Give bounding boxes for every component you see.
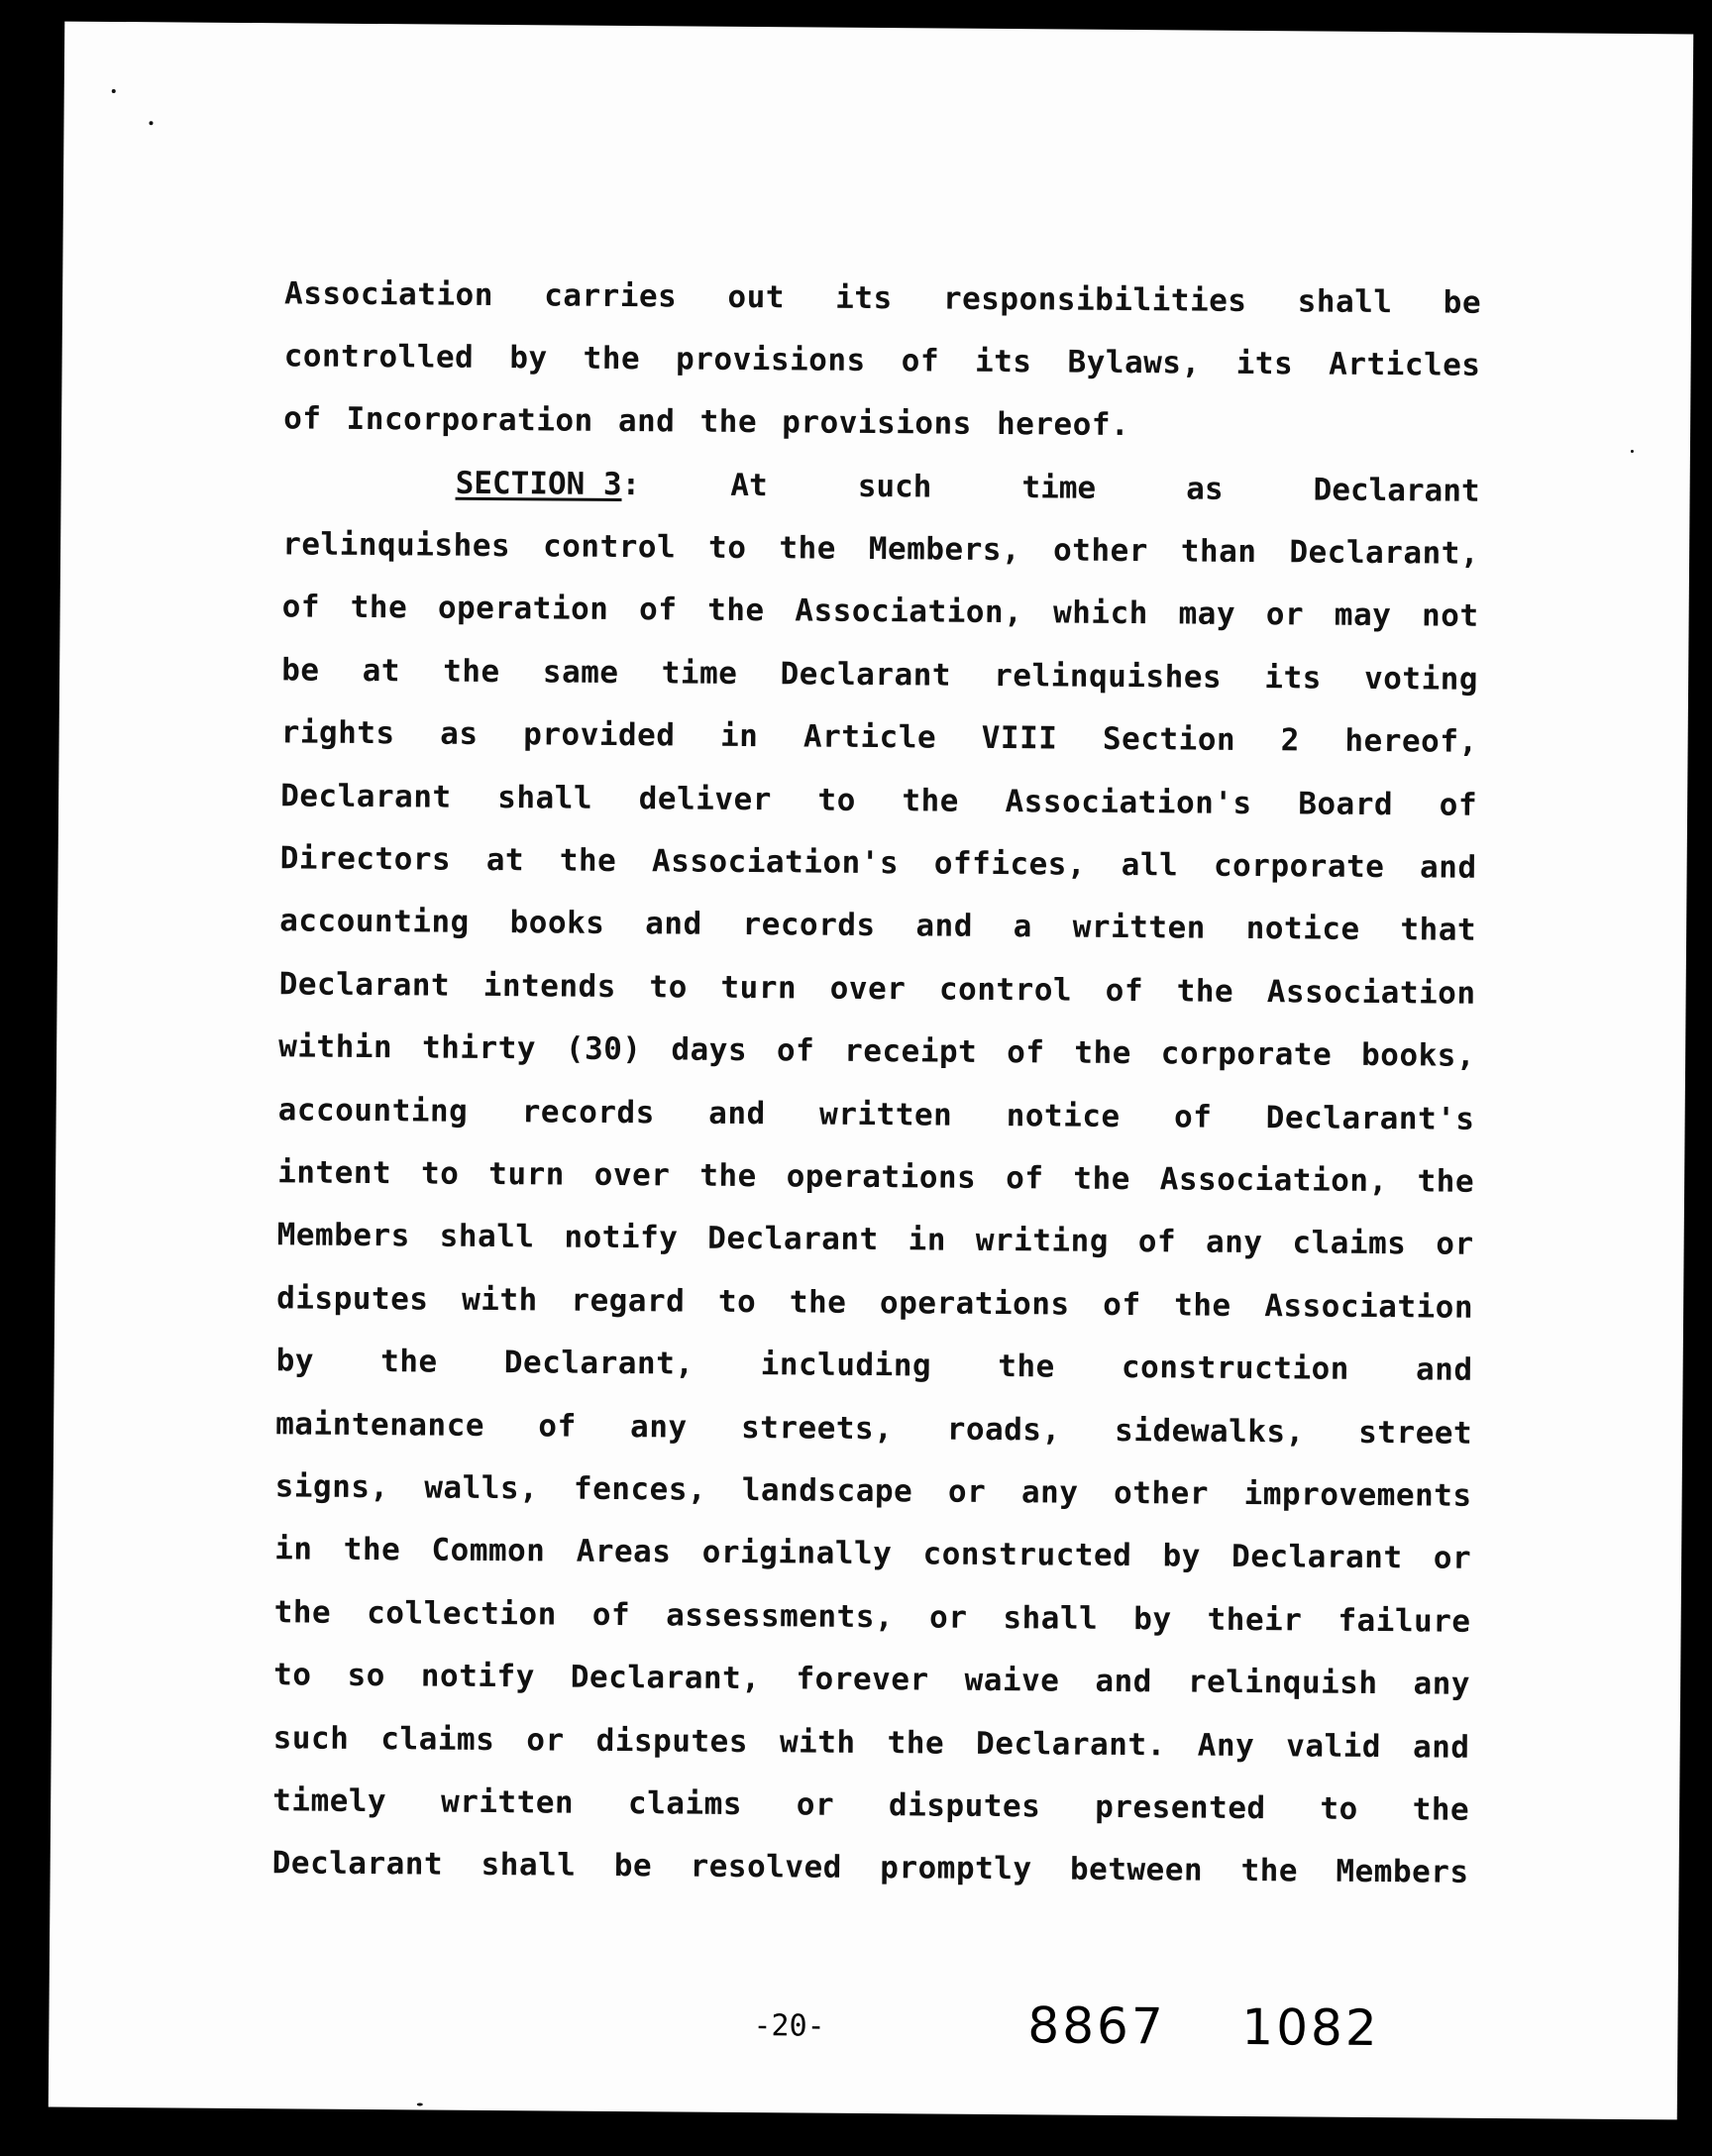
- word: Declarant: [1230, 1538, 1403, 1576]
- heading-word: At: [730, 467, 768, 504]
- text-line: [272, 1780, 1469, 1829]
- word: hereof,: [1344, 722, 1478, 760]
- word: and: [1419, 849, 1477, 886]
- word: intent: [277, 1154, 392, 1192]
- page-reference: 1082: [1241, 1997, 1380, 2058]
- word: Section: [1102, 720, 1236, 758]
- text-line: [274, 1529, 1471, 1577]
- word: days: [671, 1031, 748, 1069]
- word: records: [521, 1094, 655, 1132]
- word: streets,: [740, 1409, 894, 1448]
- word: be: [281, 652, 320, 689]
- text-line: [274, 1592, 1471, 1641]
- word: corporate: [1213, 847, 1385, 886]
- word: which: [1052, 594, 1149, 632]
- word: Association's: [1005, 784, 1252, 822]
- word: Declarant: [780, 656, 952, 694]
- word: control: [542, 528, 677, 566]
- word: or: [1433, 1540, 1472, 1576]
- word: to: [273, 1657, 312, 1693]
- word: of: [1439, 787, 1478, 823]
- word: provisions: [675, 341, 866, 378]
- text-line: [273, 1718, 1470, 1767]
- word: to: [649, 969, 688, 1006]
- word: offices,: [933, 845, 1087, 883]
- word: corporate: [1160, 1035, 1333, 1073]
- word: Any: [1197, 1727, 1255, 1765]
- word: carries: [544, 277, 678, 315]
- word: as: [440, 715, 479, 752]
- word: in: [719, 717, 759, 755]
- word: the: [1412, 1791, 1470, 1828]
- word: the: [343, 1531, 401, 1568]
- heading-word: as: [1186, 471, 1224, 507]
- word: Declarant: [271, 1845, 444, 1883]
- word: or: [796, 1786, 835, 1823]
- word: disputes: [595, 1722, 749, 1761]
- word: the: [902, 783, 960, 819]
- word: Members: [276, 1217, 410, 1254]
- word: or: [928, 1599, 968, 1636]
- word: (30): [565, 1030, 642, 1068]
- word: Declarant: [278, 966, 451, 1004]
- text-line: [276, 1341, 1473, 1389]
- word: timely: [272, 1782, 387, 1820]
- word: thirty: [421, 1029, 537, 1067]
- word: to: [717, 1283, 757, 1321]
- word: written: [1072, 909, 1207, 946]
- document-page: [49, 22, 1693, 2120]
- word: than: [1180, 533, 1257, 571]
- word: with: [461, 1281, 538, 1319]
- word: within: [278, 1028, 393, 1066]
- word: its: [1235, 345, 1294, 382]
- word: the: [1174, 1287, 1231, 1324]
- word: the: [443, 653, 500, 691]
- word: Declarant,: [570, 1659, 761, 1697]
- word: failure: [1338, 1602, 1471, 1640]
- word: and: [1415, 1351, 1473, 1388]
- word: of: [901, 343, 940, 379]
- text-line: [275, 1466, 1472, 1515]
- word: Areas: [576, 1533, 672, 1570]
- word: books,: [1360, 1036, 1476, 1074]
- word: of: [538, 1408, 577, 1445]
- word: originally: [701, 1534, 893, 1572]
- word: provided: [523, 716, 676, 754]
- heading-word: time: [1021, 470, 1097, 506]
- word: resolved: [690, 1848, 842, 1886]
- word: forever: [796, 1661, 929, 1698]
- word: accounting: [277, 1092, 469, 1130]
- word: time: [661, 655, 738, 692]
- word: over: [829, 970, 907, 1008]
- word: out: [727, 278, 786, 316]
- word: notice: [1006, 1098, 1121, 1134]
- word: disputes: [276, 1280, 429, 1318]
- word: in: [274, 1531, 313, 1567]
- word: responsibilities: [942, 280, 1247, 319]
- text-line: [273, 1655, 1470, 1703]
- word: all: [1121, 846, 1179, 884]
- word: of: [1105, 972, 1144, 1010]
- text-line: [275, 1404, 1472, 1453]
- text-line: [282, 587, 1479, 635]
- word: the: [998, 1348, 1055, 1385]
- word: such: [272, 1720, 350, 1757]
- word: fences,: [573, 1470, 707, 1508]
- text-line: [282, 524, 1479, 573]
- word: street: [1358, 1414, 1473, 1452]
- word: operations: [879, 1285, 1070, 1323]
- word: Members,: [868, 530, 1021, 569]
- word: Article: [802, 718, 937, 756]
- section-heading: SECTION 3:: [455, 465, 641, 503]
- word: Board: [1298, 786, 1394, 823]
- word: and: [708, 1095, 766, 1132]
- word: not: [1421, 597, 1479, 634]
- word: to: [817, 782, 856, 818]
- word: the: [1073, 1160, 1131, 1198]
- word: presented: [1095, 1788, 1266, 1827]
- word: be: [1443, 284, 1482, 321]
- text-line: [283, 336, 1480, 384]
- word: the: [350, 589, 408, 626]
- word: written: [818, 1096, 953, 1133]
- text-line: of Incorporation and the provisions hereof.: [283, 400, 1130, 444]
- word: Declarant: [280, 778, 452, 815]
- word: claims: [1292, 1225, 1407, 1262]
- heading-word: Declarant: [1313, 472, 1480, 509]
- word: its: [835, 279, 893, 317]
- word: turn: [488, 1155, 566, 1193]
- word: the: [583, 340, 641, 377]
- word: shall: [1297, 283, 1393, 321]
- word: the: [1176, 973, 1234, 1010]
- word: of: [1007, 1034, 1045, 1071]
- word: operation: [437, 590, 609, 627]
- word: shall: [439, 1218, 535, 1255]
- word: Declarant,: [1289, 534, 1480, 572]
- word: Declarant.: [975, 1725, 1166, 1764]
- word: other: [1052, 532, 1149, 570]
- word: Association,: [1159, 1161, 1388, 1200]
- word: shall: [497, 780, 593, 816]
- word: claims: [380, 1721, 495, 1759]
- word: Declarant: [707, 1220, 879, 1258]
- word: deliver: [638, 781, 773, 818]
- text-line: [277, 1152, 1474, 1201]
- word: or: [526, 1722, 565, 1759]
- word: Common: [431, 1532, 546, 1569]
- word: of: [281, 589, 321, 625]
- word: any: [1205, 1224, 1263, 1261]
- word: Declarant,: [503, 1345, 695, 1382]
- word: walls,: [424, 1469, 539, 1507]
- word: of: [776, 1032, 815, 1069]
- word: of: [1173, 1099, 1213, 1135]
- word: valid: [1286, 1728, 1382, 1766]
- word: turn: [720, 969, 798, 1007]
- word: VIII: [981, 719, 1058, 757]
- word: assessments,: [666, 1597, 895, 1636]
- word: the: [1074, 1034, 1132, 1072]
- word: may: [1178, 595, 1236, 632]
- word: in: [908, 1222, 947, 1258]
- word: other: [1113, 1474, 1210, 1512]
- word: any: [1413, 1666, 1471, 1702]
- word: the: [789, 1284, 847, 1321]
- word: Association's: [651, 843, 900, 882]
- word: the: [273, 1594, 332, 1631]
- word: Bylaws,: [1067, 344, 1201, 381]
- word: by: [1133, 1601, 1172, 1638]
- word: books: [509, 905, 605, 941]
- word: landscape: [741, 1471, 913, 1510]
- word: improvements: [1243, 1475, 1472, 1514]
- word: Association,: [795, 593, 1023, 631]
- word: relinquishes: [994, 657, 1223, 696]
- word: or: [1265, 596, 1305, 633]
- book-number: 8867: [1027, 1996, 1166, 2056]
- word: 2: [1280, 722, 1301, 759]
- word: or: [1436, 1226, 1474, 1262]
- word: written: [440, 1783, 575, 1821]
- word: their: [1207, 1601, 1303, 1639]
- word: and: [1095, 1663, 1153, 1700]
- word: notify: [420, 1658, 535, 1695]
- text-line: [284, 273, 1481, 322]
- word: relinquish: [1187, 1664, 1378, 1702]
- word: the: [1240, 1852, 1299, 1889]
- text-line: [281, 650, 1478, 699]
- word: may: [1334, 596, 1392, 634]
- word: of: [591, 1596, 631, 1634]
- heading-word: such: [857, 468, 932, 505]
- word: relinquishes: [282, 526, 511, 565]
- text-line: [279, 964, 1476, 1013]
- word: any: [1020, 1474, 1079, 1511]
- text-line: [281, 712, 1478, 761]
- text-line: [278, 1026, 1475, 1075]
- word: rights: [280, 714, 395, 752]
- word: the: [559, 842, 617, 879]
- word: roads,: [946, 1411, 1061, 1449]
- word: of: [1137, 1224, 1177, 1260]
- section-heading-line: [455, 464, 1479, 511]
- word: any: [629, 1409, 688, 1446]
- word: notify: [564, 1219, 679, 1256]
- word: maintenance: [275, 1406, 485, 1444]
- word: with: [779, 1724, 856, 1761]
- word: Association: [1264, 1288, 1474, 1326]
- word: to: [707, 529, 747, 566]
- text-line: [279, 901, 1476, 949]
- word: and: [915, 908, 974, 944]
- word: to: [420, 1155, 460, 1192]
- word: sidewalks,: [1114, 1412, 1305, 1451]
- word: accounting: [279, 903, 470, 940]
- word: of: [1103, 1286, 1141, 1324]
- word: voting: [1363, 660, 1479, 698]
- word: Declarant's: [1265, 1100, 1475, 1137]
- word: same: [542, 654, 619, 691]
- word: collection: [367, 1595, 557, 1633]
- word: be: [613, 1847, 653, 1885]
- word: between: [1069, 1851, 1204, 1888]
- word: its: [974, 343, 1032, 380]
- word: the: [1417, 1163, 1475, 1200]
- word: over: [593, 1156, 671, 1194]
- word: and: [1412, 1729, 1470, 1766]
- word: at: [485, 841, 525, 879]
- word: the: [707, 592, 765, 629]
- word: a: [1013, 909, 1033, 945]
- word: and: [645, 906, 702, 942]
- text-line: [276, 1278, 1473, 1327]
- word: Members: [1336, 1853, 1469, 1890]
- word: notice: [1245, 910, 1360, 947]
- word: Association: [283, 275, 494, 313]
- word: by: [509, 340, 548, 377]
- word: of: [1006, 1160, 1044, 1197]
- text-line: [277, 1215, 1474, 1263]
- text-line: [280, 776, 1477, 824]
- word: the: [779, 530, 837, 567]
- word: claims: [627, 1785, 743, 1823]
- word: the: [887, 1725, 945, 1762]
- text-line: [278, 1090, 1475, 1138]
- word: signs,: [274, 1468, 389, 1506]
- word: Association: [1266, 974, 1476, 1012]
- word: controlled: [283, 338, 475, 376]
- word: construction: [1121, 1348, 1350, 1387]
- word: that: [1400, 912, 1477, 948]
- document-body: [49, 22, 1693, 2120]
- text-line: [280, 838, 1477, 887]
- word: the: [380, 1344, 438, 1380]
- word: by: [1162, 1538, 1202, 1574]
- word: by: [275, 1343, 315, 1379]
- word: operations: [786, 1158, 977, 1196]
- word: receipt: [843, 1032, 978, 1070]
- word: the: [699, 1157, 757, 1195]
- word: waive: [964, 1662, 1060, 1699]
- word: intends: [482, 967, 617, 1005]
- word: at: [362, 652, 401, 690]
- word: promptly: [880, 1850, 1032, 1887]
- word: including: [760, 1347, 932, 1384]
- word: constructed: [922, 1536, 1132, 1574]
- word: Articles: [1329, 346, 1481, 383]
- word: control: [938, 971, 1073, 1009]
- word: so: [347, 1657, 385, 1694]
- word: its: [1264, 660, 1322, 697]
- word: writing: [975, 1222, 1110, 1259]
- page-number: -20-: [753, 2008, 825, 2044]
- word: shall: [1003, 1600, 1099, 1637]
- word: or: [947, 1473, 987, 1510]
- word: to: [1320, 1790, 1358, 1827]
- word: shall: [481, 1846, 577, 1884]
- word: Directors: [279, 840, 452, 878]
- word: of: [638, 592, 678, 628]
- word: records: [742, 906, 876, 944]
- word: regard: [571, 1282, 686, 1320]
- word: disputes: [888, 1787, 1041, 1825]
- text-line: [272, 1843, 1469, 1891]
